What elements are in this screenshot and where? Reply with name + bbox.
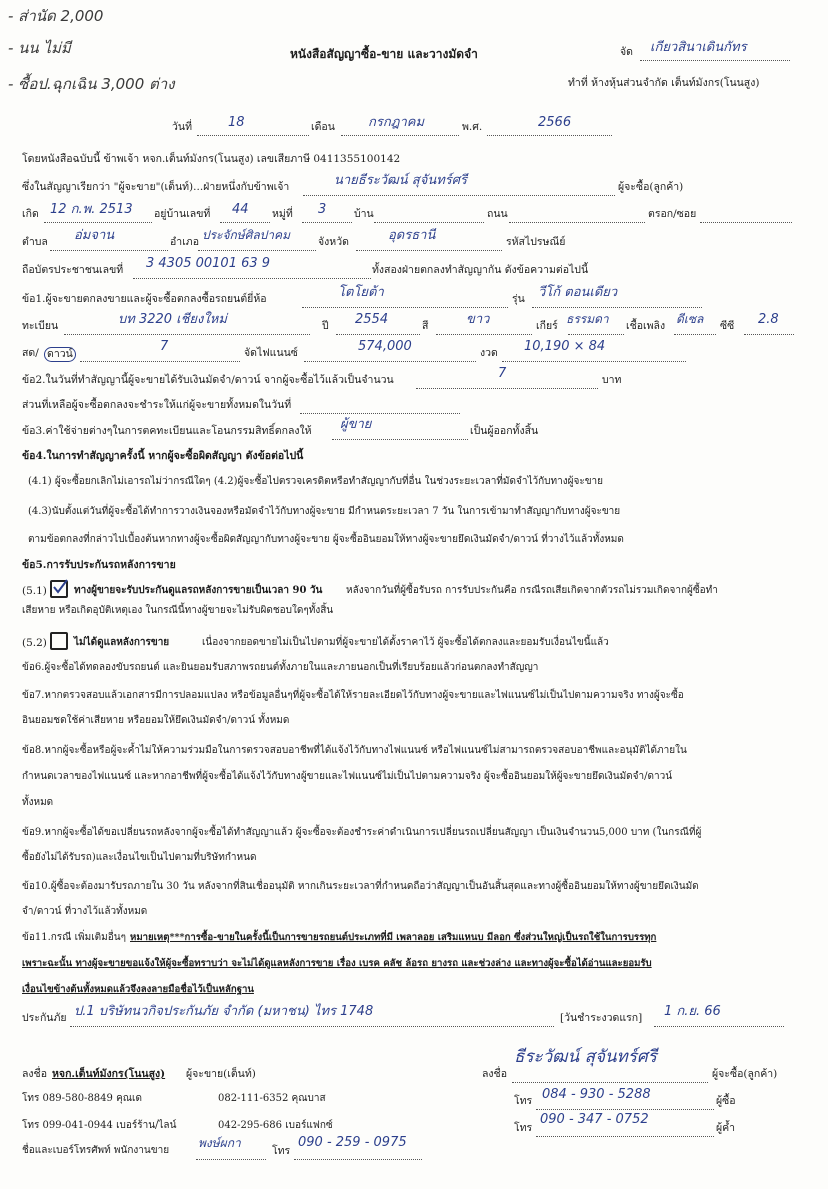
buyer-sign-label: ลงชื่อ [482, 1068, 507, 1080]
staff-name: พงษ์ผกา [198, 1136, 241, 1150]
c2a-unit: บาท [602, 374, 622, 386]
guarantor-tel: 090 - 347 - 0752 [540, 1112, 649, 1127]
gear-dotline [568, 334, 624, 335]
brand-dotline [302, 307, 508, 308]
year-value: 2566 [538, 115, 572, 130]
road-dotline [509, 222, 645, 223]
tambon-label: ตำบล [22, 236, 48, 248]
day-dotline [197, 135, 309, 136]
clause11a: หมายเหตุ***การซื้อ-ขายในครั้งนี้เป็นการขายรถยนต์ประเภทที่มี เพลาลอย เสริมแหนบ มีลอก ซึ่งส่วนใหญ่เป็นรถใช้ในการบรรทุก [130, 932, 657, 943]
install-dotline [502, 361, 686, 362]
tambon-dotline [50, 250, 168, 251]
id-dotline [133, 278, 371, 279]
clause2b: ส่วนที่เหลือผู้จะซื้อตกลงจะชำระให้แก่ผู้จะขายทั้งหมดในวันที่ [22, 399, 292, 411]
first-payment-label: [วันชำระงวดแรก] [560, 1012, 643, 1024]
c5-1-prefix: (5.1) [22, 585, 47, 597]
clause10b: จำ/ดาวน์ ที่วางไว้แล้วทั้งหมด [22, 906, 148, 917]
buyer-signature: ธีระวัฒน์ สุจันทร์ศรี [514, 1047, 657, 1067]
guarantor-tel-dotline [536, 1136, 714, 1137]
moo-dotline [302, 222, 352, 223]
buyer-name: นายธีระวัฒน์ สุจันทร์ศรี [334, 173, 467, 188]
soi-dotline [700, 222, 792, 223]
buyer-name-dotline [303, 195, 615, 196]
clause7b: อินยอมชดใช้ค่าเสียหาย หรือยอมให้ยึดเงินมัดจำ/ดาวน์ ทั้งหมด [22, 715, 290, 726]
province-dotline [356, 250, 502, 251]
clause3: ข้อ3.ค่าใช้จ่ายต่างๆในการตคทะเบียนและโอนกรรมสิทธิ์ตกลงให้ [22, 425, 312, 437]
month-value: กรกฎาคม [368, 115, 425, 130]
cc-dotline [744, 334, 794, 335]
house-value: 44 [232, 202, 249, 217]
day-value: 18 [228, 115, 245, 130]
buyer-tel-dotline [536, 1109, 714, 1110]
vyear-dotline [336, 334, 420, 335]
cc-label: ซีซี [720, 320, 735, 332]
fuel-label: เชื้อเพลิง [626, 320, 666, 332]
down-label-prefix: สด/ [22, 347, 39, 359]
c3-dotline [332, 439, 468, 440]
first-payment-dotline [654, 1026, 784, 1027]
village-dotline [374, 222, 484, 223]
seller-sign-label: ลงชื่อ [22, 1068, 47, 1080]
c5-2-bold: ไม่ได้ดูแลหลังการขาย [74, 637, 170, 648]
buyer-role: ผู้จะซื้อ(ลูกค้า) [618, 181, 684, 193]
intro-text: โดยหนังสือฉบับนี้ ข้าพเจ้า หจก.เต็นท์มังกร(โนนสูง) เลขเสียภาษี 0411355100142 [22, 153, 401, 165]
province-label: จังหวัด [318, 236, 349, 248]
reg-label: ทะเบียน [22, 320, 59, 332]
reg-dotline [64, 334, 310, 335]
check-icon [52, 579, 68, 595]
down-dotline [80, 361, 240, 362]
amphoe-dotline [198, 250, 316, 251]
amphoe-label: อำเภอ [170, 236, 200, 248]
clause5-heading: ข้อ5.การรับประกันรถหลังการขาย [22, 559, 176, 571]
c3-suffix: เป็นผู้ออกทั้งสิ้น [470, 425, 539, 437]
id-label: ถือบัตรประชาชนเลขที่ [22, 264, 124, 276]
c2a-value: 7 [498, 366, 507, 381]
id-suffix: ทั้งสองฝ่ายตกลงทำสัญญากัน ดังข้อความต่อไปนี้ [372, 264, 589, 276]
color-value: ขาว [466, 312, 490, 327]
vyear-label: ปี [322, 320, 329, 332]
seller-sign-role: ผู้จะขาย(เต็นท์) [186, 1068, 256, 1080]
month-label: เดือน [311, 121, 335, 133]
buyer-tel-label: โทร [514, 1095, 533, 1107]
staff-tel-label: โทร [272, 1145, 291, 1157]
village-label: บ้าน [354, 208, 374, 220]
clause1-prefix: ข้อ1.ผู้จะขายตกลงขายและผู้จะซื้อตกลงซื้อรถยนต์ยี่ห้อ [22, 293, 267, 305]
clause2a: ข้อ2.ในวันที่ทำสัญญานี้ผู้จะขายได้รับเงินมัดจำ/ดาวน์ จากผู้จะซื้อไว้แล้วเป็นจำนวน [22, 374, 394, 386]
buyer-tel-role: ผู้ซื้อ [716, 1095, 736, 1107]
down-label: ดาวน์ [44, 347, 76, 362]
document-title: หนังสือสัญญาซื้อ-ขาย และวางมัดจำ [290, 47, 478, 61]
house-dotline [220, 222, 270, 223]
c5-1-rest: หลังจากวันที่ผู้ซื้อรับรถ การรับประกันคือ กรณีรถเสียเกิดจากตัวรถไม่รวมเกิดจากผู้ซื้อทำ [346, 585, 718, 596]
clause6: ข้อ6.ผู้จะซื้อได้ทดลองขับรถยนต์ และยินยอมรับสภาพรถยนต์ทั้งภายในและภายนอกเป็นที่เรียบร้อยแล้วก่อนตกลงทำสัญญา [22, 662, 539, 673]
reg-value: บท 3220 เชียงใหม่ [118, 312, 227, 327]
seller-tel-1: โทร 089-580-8849 คุณเด [22, 1093, 142, 1104]
first-payment-value: 1 ก.ย. 66 [664, 1004, 721, 1019]
place-value: เกียวสินาเดินกัทร [650, 40, 747, 55]
clause10a: ข้อ10.ผู้ซื้อจะต้องมารับรถภายใน 30 วัน หลังจากที่สินเชื่ออนุมัติ หากเกินระยะเวลาที่กำหนดถือว่าสัญญาเป็นอันสิ้นสุดและทางผู้ซื้ออินยอมให้ทางผู้ขายยึดเงินมัด [22, 881, 699, 892]
model-dotline [532, 307, 702, 308]
year-label: พ.ศ. [462, 121, 483, 133]
c5-1-bold: ทางผู้ขายจะรับประกันดูแลรถหลังการขายเป็นเวลา 90 วัน [74, 585, 323, 596]
moo-value: 3 [318, 202, 327, 217]
month-dotline [341, 135, 459, 136]
seller-tel-2: โทร 099-041-0944 เบอร์ร้าน/ไลน์ [22, 1120, 177, 1131]
postcode-label: รหัสไปรษณีย์ [506, 236, 566, 248]
staff-name-dotline [196, 1159, 266, 1160]
insurance-dotline [70, 1026, 554, 1027]
seller-sign-name: หจก.เต็นท์มังกร(โนนสูง) [52, 1068, 166, 1080]
buyer-tel: 084 - 930 - 5288 [542, 1087, 651, 1102]
clause8c: ทั้งหมด [22, 797, 54, 808]
insurance-label: ประกันภัย [22, 1012, 67, 1024]
soi-label: ตรอก/ซอย [648, 208, 697, 220]
seller-prefix: ซึ่งในสัญญาเรียกว่า "ผู้จะขาย"(เต็นท์)...ฝ่ายหนึ่งกับข้าพเจ้า [22, 181, 290, 193]
c5-2-prefix: (5.2) [22, 637, 47, 649]
guarantor-tel-label: โทร [514, 1122, 533, 1134]
color-label: สี [422, 320, 429, 332]
place-label: จัด [620, 46, 633, 58]
clause11b: เพราะฉะนั้น ทางผู้จะขายขอแจ้งให้ผู้จะซื้อทราบว่า จะไม่ได้ดูแลหลังการขาย เรื่อง เบรค คลัช ล้อรถ ยางรถ และช่วงล่าง และทางผู้จะซื้อได้อ่านและยอมรับ [22, 958, 652, 969]
staff-tel-dotline [294, 1159, 422, 1160]
note-line-2: - นน ไม่มี [8, 39, 71, 57]
seller-tel-2b: 042-295-686 เบอร์แฟกซ์ [218, 1120, 333, 1131]
c2a-dotline [416, 388, 598, 389]
moo-label: หมู่ที่ [272, 208, 293, 220]
tambon-value: อ่มจาน [74, 228, 115, 243]
fuel-dotline [674, 334, 716, 335]
born-dotline [44, 222, 152, 223]
down-value: 7 [160, 339, 169, 354]
no-warranty-checkbox[interactable] [50, 632, 68, 650]
cc-value: 2.8 [758, 312, 779, 327]
note-line-1: - ส่านัด 2,000 [8, 7, 104, 25]
amphoe-value: ประจักษ์ศิลปาคม [202, 228, 290, 242]
vyear-value: 2554 [355, 312, 389, 327]
gear-label: เกียร์ [536, 320, 558, 332]
staff-label: ชื่อและเบอร์โทรศัพท์ พนักงานขาย [22, 1145, 170, 1156]
c3-value: ผู้ขาย [340, 417, 372, 432]
finance-label: จัดไฟแนนซ์ [244, 347, 298, 359]
clause4-1: (4.1) ผู้จะซื้อยกเลิกไม่เอารถไม่ว่ากรณีใดๆ (4.2)ผู้จะซื้อไปตรวจเครดิตหรือทำสัญญากับที่อื่น ในช่วงระยะเวลาที่มัดจำไว้กับทางผู้จะขาย [28, 476, 604, 487]
road-label: ถนน [487, 208, 508, 220]
clause9b: ซื้อยังไม่ได้รับรถ)และเงื่อนไขเป็นไปตามที่บริษัทกำหนด [22, 852, 257, 863]
province-value: อุดรธานี [388, 228, 436, 243]
clause7a: ข้อ7.หากตรวจสอบแล้วเอกสารมีการปลอมแปลง หรือข้อมูลอื่นๆที่ผู้จะซื้อได้ให้รายละเอียดไว้กับทางผู้จะขายและไฟแนนซ์ไม่เป็นไปตามความจริง ทางผู้จะซื้อ [22, 690, 684, 701]
clause11-prefix: ข้อ11.กรณี เพิ่มเติมอื่นๆ [22, 932, 126, 943]
warranty-checkbox[interactable] [50, 580, 68, 598]
clause8a: ข้อ8.หากผู้จะซื้อหรือผู้จะค้ำไม่ให้ความร่วมมือในการตรวจสอบอาชีพที่ได้แจ้งไว้กับทางไฟแนนซ์ หรือไฟแนนซ์ไม่สามารถตรวจสอบอาชีพและอนุมัติได้ภายใน [22, 745, 687, 756]
c5-2-rest: เนื่องจากยอดขายไม่เป็นไปตามที่ผู้จะขายได้ตั้งราคาไว้ ผู้จะซื้อได้ตกลงและยอมรับเงื่อนไขนี้แล้ว [202, 637, 609, 648]
year-dotline [487, 135, 612, 136]
born-value: 12 ก.พ. 2513 [50, 202, 133, 217]
buyer-sign-dotline [512, 1082, 708, 1083]
place-dotline [640, 60, 790, 61]
day-label: วันที่ [172, 121, 192, 133]
id-value: 3 4305 00101 63 9 [146, 256, 271, 271]
guarantor-tel-role: ผู้ค้ำ [716, 1122, 736, 1134]
clause4-3b: ตามข้อตกลงที่กล่าวไปเบื้องต้นหากทางผู้จะซื้อผิดสัญญากับทางผู้จะขาย ผู้จะซื้ออินยอมให้ทางผู้จะขายยึดเงินมัดจำ/ดาวน์ ที่วางไว้แล้วทั้งหมด [28, 534, 624, 545]
staff-tel: 090 - 259 - 0975 [298, 1135, 407, 1150]
install-value: 10,190 × 84 [524, 339, 606, 354]
written-at: ทำที่ ห้างหุ้นส่วนจำกัด เต็นท์มังกร(โนนสูง) [568, 77, 760, 89]
seller-tel-1b: 082-111-6352 คุณบาส [218, 1093, 326, 1104]
color-dotline [436, 334, 532, 335]
buyer-sign-role: ผู้จะซื้อ(ลูกค้า) [712, 1068, 778, 1080]
clause11c: เงื่อนไขข้างต้นทั้งหมดแล้วจึงลงลายมือชื่อไว้เป็นหลักฐาน [22, 984, 254, 995]
clause9a: ข้อ9.หากผู้จะซื้อได้ขอเปลี่ยนรถหลังจากผู้จะซื้อได้ทำสัญญาแล้ว ผู้จะซื้อจะต้องชำระค่าดำเนินการเปลี่ยนรถเปลี่ยนสัญญา เป็นเงินจำนวน5,000 บาท (ในกรณีที่ผู้ [22, 827, 702, 838]
finance-dotline [304, 361, 476, 362]
model-value: วีโก้ ตอนเดียว [538, 285, 618, 300]
house-label: อยู่บ้านเลขที่ [154, 208, 211, 220]
note-line-3: - ซื้อป.ฉุกเฉิน 3,000 ต่าง [8, 75, 175, 93]
install-label: งวด [480, 347, 498, 359]
brand-value: โตโยต้า [338, 285, 384, 300]
model-label: รุ่น [512, 293, 525, 305]
clause8b: กำหนดเวลาของไฟแนนซ์ และหากอาชีพที่ผู้จะซื้อได้แจ้งไว้กับทางผู้ขายและไฟแนนซ์ไม่เป็นไปตามความจริง ผู้จะซื้ออินยอมให้ผู้จะขายยึดเงินมัดจำ/ดาวน์ [22, 771, 673, 782]
clause4-3a: (4.3)นับตั้งแต่วันที่ผู้จะซื้อได้ทำการวางเงินจองหรือมัดจำไว้กับทางผู้จะขาย มีกำหนดระยะเวลา 7 วัน ในการเข้ามาทำสัญญากับทางผู้จะขาย [28, 506, 621, 517]
born-label: เกิด [22, 208, 39, 220]
finance-value: 574,000 [358, 339, 412, 354]
gear-value: ธรรมดา [566, 312, 609, 326]
clause4-heading: ข้อ4.ในการทำสัญญาครั้งนี้ หากผู้จะซื้อผิดสัญญา ดังข้อต่อไปนี้ [22, 450, 304, 462]
c2b-dotline [300, 413, 460, 414]
fuel-value: ดีเซล [676, 312, 704, 326]
insurance-value: ป.1 บริษัทนวกิจประกันภัย จำกัด (มหาชน) ไทร 1748 [74, 1004, 374, 1019]
c5-1-b: เสียหาย หรือเกิดอุบัติเหตุเอง ในกรณีนี้ทางผู้ขายจะไม่รับผิดชอบใดๆทั้งสิ้น [22, 605, 334, 616]
